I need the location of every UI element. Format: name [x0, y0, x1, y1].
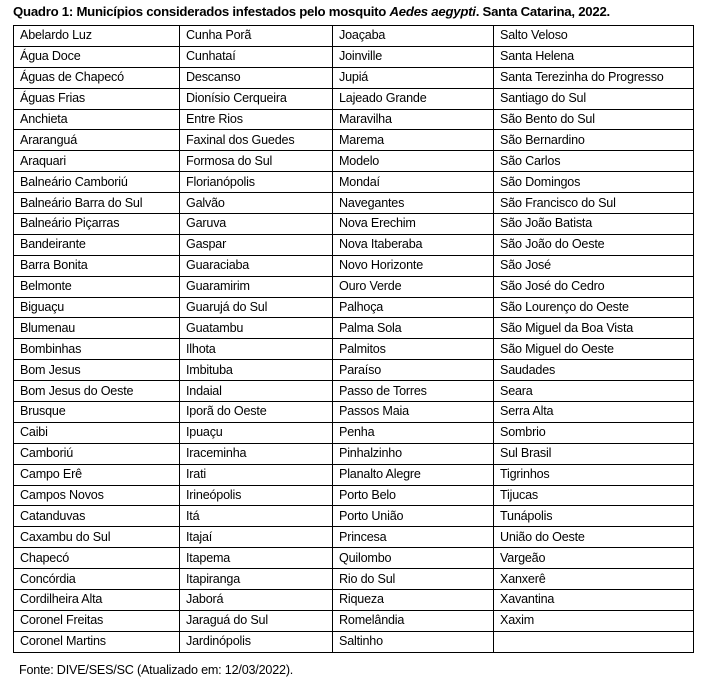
municipality-cell: Santa Terezinha do Progresso [494, 67, 694, 88]
table-row [14, 151, 694, 172]
municipality-cell: Mondaí [333, 172, 494, 193]
municipality-cell: Planalto Alegre [333, 464, 494, 485]
municipality-cell: Itapiranga [180, 569, 333, 590]
table-row [14, 193, 694, 214]
municipality-cell: São Lourenço do Oeste [494, 297, 694, 318]
municipality-cell: São Carlos [494, 151, 694, 172]
municipality-cell: Palma Sola [333, 318, 494, 339]
municipality-cell: Cordilheira Alta [14, 590, 180, 611]
municipality-cell: Modelo [333, 151, 494, 172]
municipality-cell: Irineópolis [180, 485, 333, 506]
municipality-cell: Balneário Piçarras [14, 214, 180, 235]
municipality-cell: Jaborá [180, 590, 333, 611]
municipality-cell: São José [494, 255, 694, 276]
table-row [14, 610, 694, 631]
municipality-cell: Blumenau [14, 318, 180, 339]
municipality-cell: Garuva [180, 214, 333, 235]
table-row [14, 485, 694, 506]
municipality-cell: Florianópolis [180, 172, 333, 193]
municipality-cell: Pinhalzinho [333, 443, 494, 464]
municipality-cell: São Francisco do Sul [494, 193, 694, 214]
municipality-cell: Palhoça [333, 297, 494, 318]
municipality-cell: Xavantina [494, 590, 694, 611]
municipality-cell: Maravilha [333, 109, 494, 130]
table-row [14, 276, 694, 297]
municipality-cell: Quilombo [333, 548, 494, 569]
table-row [14, 527, 694, 548]
table-row [14, 297, 694, 318]
municipality-cell: Entre Rios [180, 109, 333, 130]
table-row [14, 318, 694, 339]
municipality-cell: Indaial [180, 381, 333, 402]
municipality-cell: Água Doce [14, 46, 180, 67]
municipality-cell: Caibi [14, 422, 180, 443]
municipality-cell: Princesa [333, 527, 494, 548]
table-row [14, 422, 694, 443]
table-row [14, 67, 694, 88]
municipality-cell: Guaramirim [180, 276, 333, 297]
municipality-cell: Jardinópolis [180, 631, 333, 652]
municipality-cell: Joinville [333, 46, 494, 67]
municipality-cell: Anchieta [14, 109, 180, 130]
municipality-cell: Caxambu do Sul [14, 527, 180, 548]
table-row [14, 339, 694, 360]
municipality-cell: Biguaçu [14, 297, 180, 318]
municipality-cell: Ouro Verde [333, 276, 494, 297]
municipality-cell: Formosa do Sul [180, 151, 333, 172]
table-row [14, 214, 694, 235]
table-row [14, 548, 694, 569]
municipality-cell: Bom Jesus [14, 360, 180, 381]
municipality-cell: Cunha Porã [180, 26, 333, 47]
municipality-cell: Guaraciaba [180, 255, 333, 276]
municipality-cell: Passos Maia [333, 402, 494, 423]
municipality-cell: São João Batista [494, 214, 694, 235]
municipality-cell: Bombinhas [14, 339, 180, 360]
municipality-cell: Imbituba [180, 360, 333, 381]
municipality-cell: São Bento do Sul [494, 109, 694, 130]
table-row [14, 172, 694, 193]
municipality-cell: Itajaí [180, 527, 333, 548]
municipality-cell: Catanduvas [14, 506, 180, 527]
table-row [14, 631, 694, 652]
municipality-cell: Joaçaba [333, 26, 494, 47]
table-row [14, 46, 694, 67]
municipality-cell: Descanso [180, 67, 333, 88]
municipality-cell: Tigrinhos [494, 464, 694, 485]
municipality-cell: União do Oeste [494, 527, 694, 548]
municipality-cell: Jaraguá do Sul [180, 610, 333, 631]
municipality-cell: Nova Itaberaba [333, 234, 494, 255]
municipality-cell: Balneário Camboriú [14, 172, 180, 193]
table-row [14, 26, 694, 47]
municipality-cell: São Miguel do Oeste [494, 339, 694, 360]
municipality-cell: Itá [180, 506, 333, 527]
municipality-cell: Lajeado Grande [333, 88, 494, 109]
municipality-cell: Abelardo Luz [14, 26, 180, 47]
municipality-cell: São Miguel da Boa Vista [494, 318, 694, 339]
municipality-cell: Gaspar [180, 234, 333, 255]
municipality-cell: Palmitos [333, 339, 494, 360]
table-row [14, 443, 694, 464]
municipality-cell: Porto Belo [333, 485, 494, 506]
municipality-cell: Campos Novos [14, 485, 180, 506]
municipality-cell: Dionísio Cerqueira [180, 88, 333, 109]
municipality-cell: Novo Horizonte [333, 255, 494, 276]
municipality-cell: Riqueza [333, 590, 494, 611]
municipality-cell: Águas de Chapecó [14, 67, 180, 88]
municipality-cell: Galvão [180, 193, 333, 214]
municipality-cell: Sombrio [494, 422, 694, 443]
municipality-cell: Santiago do Sul [494, 88, 694, 109]
caption-species: Aedes aegypti [389, 4, 476, 19]
municipality-cell: Ilhota [180, 339, 333, 360]
municipality-cell: Águas Frias [14, 88, 180, 109]
municipality-cell: Marema [333, 130, 494, 151]
municipality-cell: Penha [333, 422, 494, 443]
municipality-cell: São João do Oeste [494, 234, 694, 255]
municipality-cell: Camboriú [14, 443, 180, 464]
municipality-cell: Belmonte [14, 276, 180, 297]
caption-suffix: . Santa Catarina, 2022. [475, 4, 610, 19]
table-row [14, 569, 694, 590]
table-row [14, 234, 694, 255]
municipality-cell: Sul Brasil [494, 443, 694, 464]
table-row [14, 360, 694, 381]
municipality-cell: Brusque [14, 402, 180, 423]
municipality-cell: Faxinal dos Guedes [180, 130, 333, 151]
municipality-cell: Iporã do Oeste [180, 402, 333, 423]
municipality-cell: Coronel Martins [14, 631, 180, 652]
municipality-cell: Iraceminha [180, 443, 333, 464]
municipality-cell: Araquari [14, 151, 180, 172]
municipality-cell: Navegantes [333, 193, 494, 214]
municipality-cell: Concórdia [14, 569, 180, 590]
municipality-cell: São Bernardino [494, 130, 694, 151]
municipality-cell: Serra Alta [494, 402, 694, 423]
municipality-cell: Romelândia [333, 610, 494, 631]
table-row [14, 109, 694, 130]
municipality-cell: Salto Veloso [494, 26, 694, 47]
municipality-cell: São Domingos [494, 172, 694, 193]
table-row [14, 402, 694, 423]
source-note: Fonte: DIVE/SES/SC (Atualizado em: 12/03/2022). [19, 663, 294, 677]
municipality-cell: Tijucas [494, 485, 694, 506]
table-row [14, 590, 694, 611]
municipality-cell: Cunhataí [180, 46, 333, 67]
table-row [14, 381, 694, 402]
municipality-cell: São José do Cedro [494, 276, 694, 297]
municipality-cell: Bandeirante [14, 234, 180, 255]
municipality-cell: Bom Jesus do Oeste [14, 381, 180, 402]
municipality-cell: Guarujá do Sul [180, 297, 333, 318]
municipality-cell: Saltinho [333, 631, 494, 652]
table-caption [13, 4, 610, 19]
caption-prefix: Quadro 1: Municípios considerados infestados pelo mosquito [13, 4, 390, 19]
municipality-cell: Tunápolis [494, 506, 694, 527]
municipality-cell: Jupiá [333, 67, 494, 88]
municipality-cell: Irati [180, 464, 333, 485]
municipality-cell: Guatambu [180, 318, 333, 339]
municipality-cell: Chapecó [14, 548, 180, 569]
municipalities-table [13, 25, 694, 653]
municipality-cell: Araranguá [14, 130, 180, 151]
municipality-cell: Santa Helena [494, 46, 694, 67]
municipality-cell: Paraíso [333, 360, 494, 381]
table-row [14, 255, 694, 276]
municipality-cell: Xaxim [494, 610, 694, 631]
municipality-cell: Coronel Freitas [14, 610, 180, 631]
municipality-cell: Barra Bonita [14, 255, 180, 276]
municipality-cell: Campo Erê [14, 464, 180, 485]
municipality-cell: Seara [494, 381, 694, 402]
municipality-cell: Porto União [333, 506, 494, 527]
table-row [14, 88, 694, 109]
municipality-cell [494, 631, 694, 652]
municipality-cell: Xanxerê [494, 569, 694, 590]
municipality-cell: Saudades [494, 360, 694, 381]
municipality-cell: Passo de Torres [333, 381, 494, 402]
municipality-cell: Nova Erechim [333, 214, 494, 235]
table-row [14, 464, 694, 485]
municipality-cell: Ipuaçu [180, 422, 333, 443]
table-row [14, 130, 694, 151]
municipality-cell: Rio do Sul [333, 569, 494, 590]
table-row [14, 506, 694, 527]
municipality-cell: Itapema [180, 548, 333, 569]
municipality-cell: Vargeão [494, 548, 694, 569]
municipality-cell: Balneário Barra do Sul [14, 193, 180, 214]
